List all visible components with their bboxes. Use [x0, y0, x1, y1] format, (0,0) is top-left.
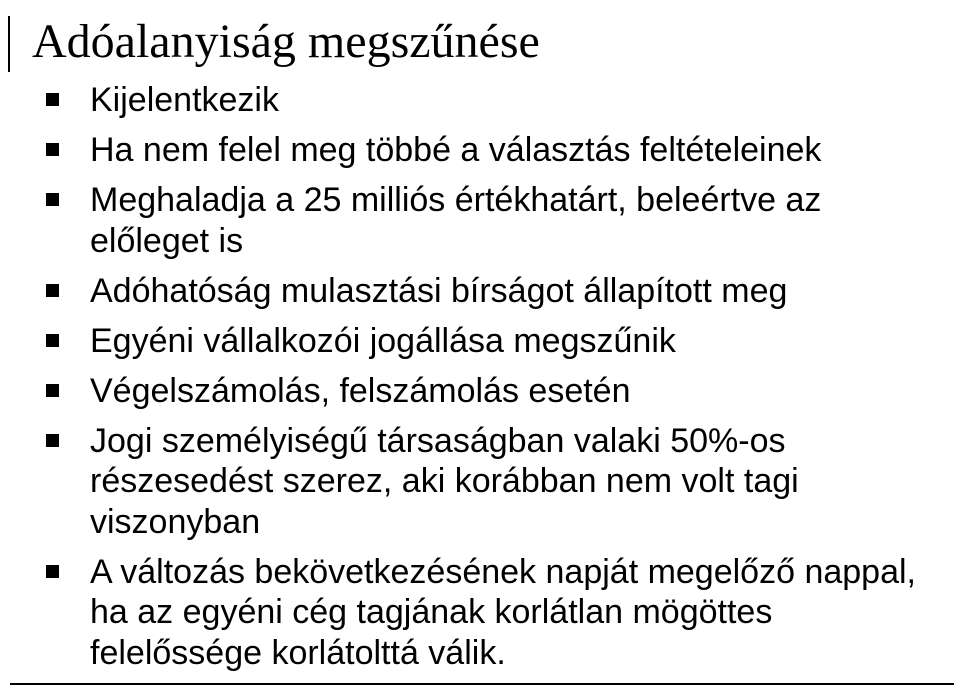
square-bullet-icon — [46, 143, 59, 156]
bullet-text: Kijelentkezik — [90, 81, 279, 119]
bullet-item — [0, 130, 940, 171]
bullet-text: Meghaladja a 25 milliós értékhatárt, beleértve az előleget is — [90, 181, 822, 260]
bullet-text: Végelszámolás, felszámolás esetén — [90, 371, 631, 410]
slide-title: Adóalanyiság megszűnése — [32, 15, 540, 68]
square-bullet-icon — [46, 284, 59, 297]
bullet-item — [0, 321, 940, 362]
square-bullet-icon — [46, 434, 59, 447]
bullet-item — [0, 180, 940, 261]
bullet-text: Jogi személyiségű társaságban valaki 50%-os részesedést szerez, aki korábban nem volt tagi viszonyban — [90, 421, 799, 541]
square-bullet-icon — [46, 565, 59, 578]
bullet-item — [0, 271, 940, 312]
bullet-item — [0, 421, 940, 543]
slide-frame-bottom-rule — [10, 683, 954, 685]
square-bullet-icon — [46, 334, 59, 347]
bullet-text: Adóhatóság mulasztási bírságot állapított meg — [90, 271, 788, 310]
square-bullet-icon — [46, 193, 59, 206]
bullet-text: Ha nem felel meg többé a választás feltételeinek — [90, 131, 822, 169]
bullet-text: A változás bekövetkezésének napját megelőző nappal, ha az egyéni cég tagjának korlátlan mögöttes felelőssége korlátolttá válik. — [90, 552, 916, 672]
slide-frame-left-rule — [8, 16, 10, 72]
bullet-text: Egyéni vállalkozói jogállása megszűnik — [90, 321, 676, 360]
bullet-item — [0, 80, 940, 121]
square-bullet-icon — [46, 384, 59, 397]
bullet-item — [0, 371, 940, 412]
square-bullet-icon — [46, 93, 59, 106]
bullet-item — [0, 552, 940, 674]
bullet-list — [0, 80, 940, 683]
